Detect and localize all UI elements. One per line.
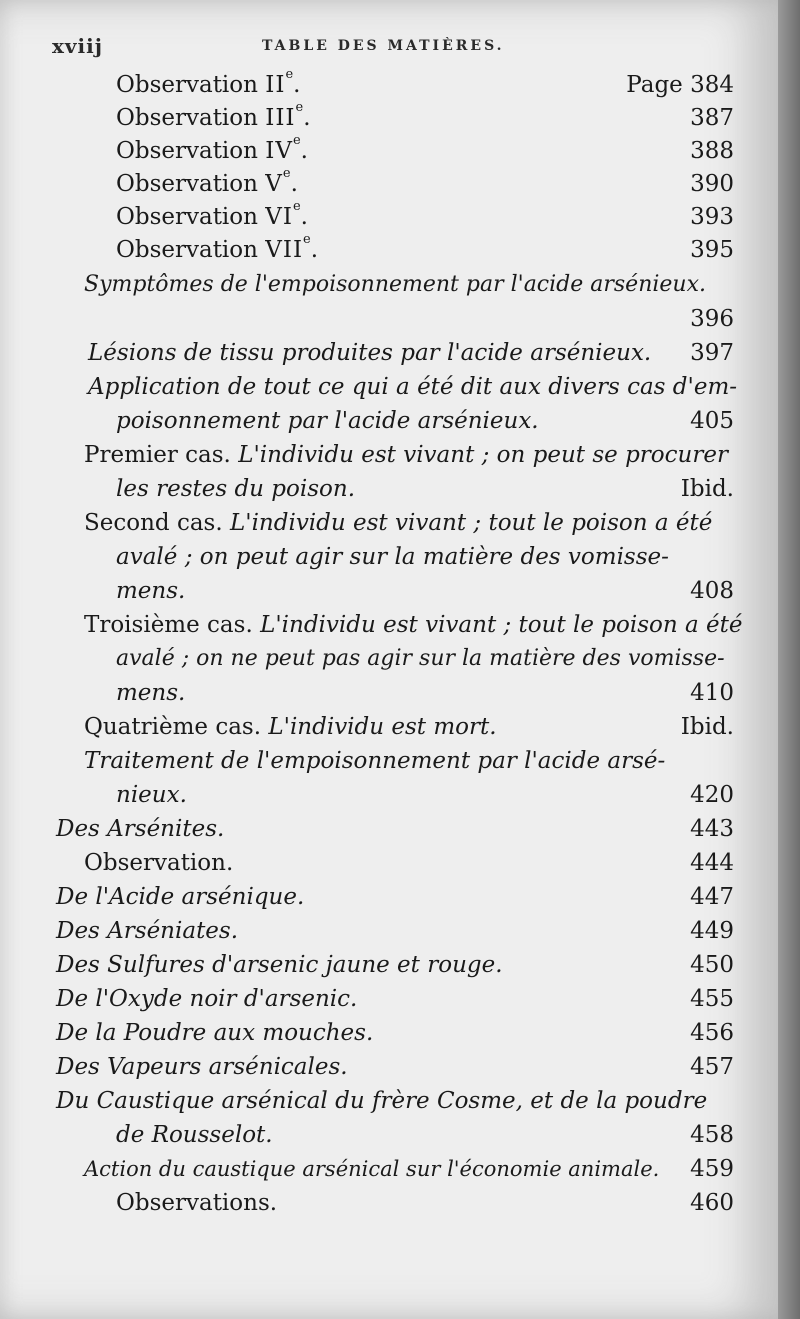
page-ref: 408 <box>690 578 734 604</box>
toc-entry: Des Arséniates. 449 <box>56 914 734 948</box>
toc-entry: de Rousselot. 458 <box>116 1118 734 1152</box>
toc-entry: Second cas. L'individu est vivant ; tout le poison a été <box>84 510 713 536</box>
toc-entry: Observation VIe. 393 <box>116 200 734 234</box>
page-ref: Ibid. <box>680 714 734 740</box>
page-ref: 455 <box>690 986 734 1012</box>
toc-entry: Traitement de l'empoisonnement par l'acide arsé- <box>84 748 666 774</box>
toc-entry: Des Sulfures d'arsenic jaune et rouge. 450 <box>56 948 734 982</box>
page-ref: 460 <box>690 1190 734 1216</box>
toc-entry: Application de tout ce qui a été dit aux divers cas d'em- <box>88 374 738 400</box>
toc-entry: Symptômes de l'empoisonnement par l'acide arsénieux. <box>84 272 706 297</box>
page-ref: 387 <box>690 105 734 131</box>
toc-entry <box>84 302 734 336</box>
page-ref: 410 <box>690 680 734 706</box>
toc-entry: Observation IVe. 388 <box>116 134 734 168</box>
toc-entry: Action du caustique arsénical sur l'économie animale. 459 <box>84 1152 734 1186</box>
page-ref: 443 <box>690 816 734 842</box>
page-ref: Ibid. <box>680 476 734 502</box>
page-ref: 395 <box>690 237 734 263</box>
toc-entry: Observation VIIe. 395 <box>116 233 734 267</box>
page-ref: 396 <box>690 306 734 332</box>
toc-entry: Premier cas. L'individu est vivant ; on peut se procurer <box>84 442 728 468</box>
running-title: TABLE DES MATIÈRES. <box>262 38 505 54</box>
page-ref: 393 <box>690 204 734 230</box>
toc-entry: avalé ; on peut agir sur la matière des vomisse- <box>116 544 669 570</box>
page-ref: Page 384 <box>626 72 734 98</box>
toc-entry: Du Caustique arsénical du frère Cosme, et de la poudre <box>56 1088 708 1114</box>
page-ref: 457 <box>690 1054 734 1080</box>
toc-entry: Quatrième cas. L'individu est mort. Ibid. <box>84 710 734 744</box>
page-ref: 397 <box>690 340 734 366</box>
toc-entry: Troisième cas. L'individu est vivant ; tout le poison a été <box>84 612 743 638</box>
page-edge-shadow <box>778 0 800 1319</box>
toc-entry: poisonnement par l'acide arsénieux. 405 <box>116 404 734 438</box>
page-ref: 390 <box>690 171 734 197</box>
page-ref: 459 <box>690 1156 734 1182</box>
toc-entry: avalé ; on ne peut pas agir sur la matière des vomisse- <box>116 646 725 671</box>
toc-entry: De l'Acide arsénique. 447 <box>56 880 734 914</box>
toc-entry: Observation IIIe. 387 <box>116 101 734 135</box>
toc-entry: De la Poudre aux mouches. 456 <box>56 1016 734 1050</box>
toc-entry: Observation. 444 <box>84 846 734 880</box>
toc-entry: mens. 410 <box>116 676 734 710</box>
page-ref: 449 <box>690 918 734 944</box>
page-header <box>52 34 734 62</box>
page-ref: 420 <box>690 782 734 808</box>
toc-entry: nieux. 420 <box>116 778 734 812</box>
page-ref: 458 <box>690 1122 734 1148</box>
toc-entry: les restes du poison. Ibid. <box>116 472 734 506</box>
page-number: xviij <box>52 34 103 58</box>
page-ref: 447 <box>690 884 734 910</box>
page-ref: 444 <box>690 850 734 876</box>
page-ref: 450 <box>690 952 734 978</box>
toc-entry: Observations. 460 <box>116 1186 734 1220</box>
toc-entry: De l'Oxyde noir d'arsenic. 455 <box>56 982 734 1016</box>
page-ref: 405 <box>690 408 734 434</box>
page-ref: 388 <box>690 138 734 164</box>
toc-entry: Observation IIe. Page 384 <box>116 68 734 102</box>
toc-entry: Observation Ve. 390 <box>116 167 734 201</box>
toc-entry: Des Arsénites. 443 <box>56 812 734 846</box>
toc-entry: mens. 408 <box>116 574 734 608</box>
toc-entry: Des Vapeurs arsénicales. 457 <box>56 1050 734 1084</box>
page-ref: 456 <box>690 1020 734 1046</box>
toc-entry: Lésions de tissu produites par l'acide arsénieux. 397 <box>88 336 734 370</box>
